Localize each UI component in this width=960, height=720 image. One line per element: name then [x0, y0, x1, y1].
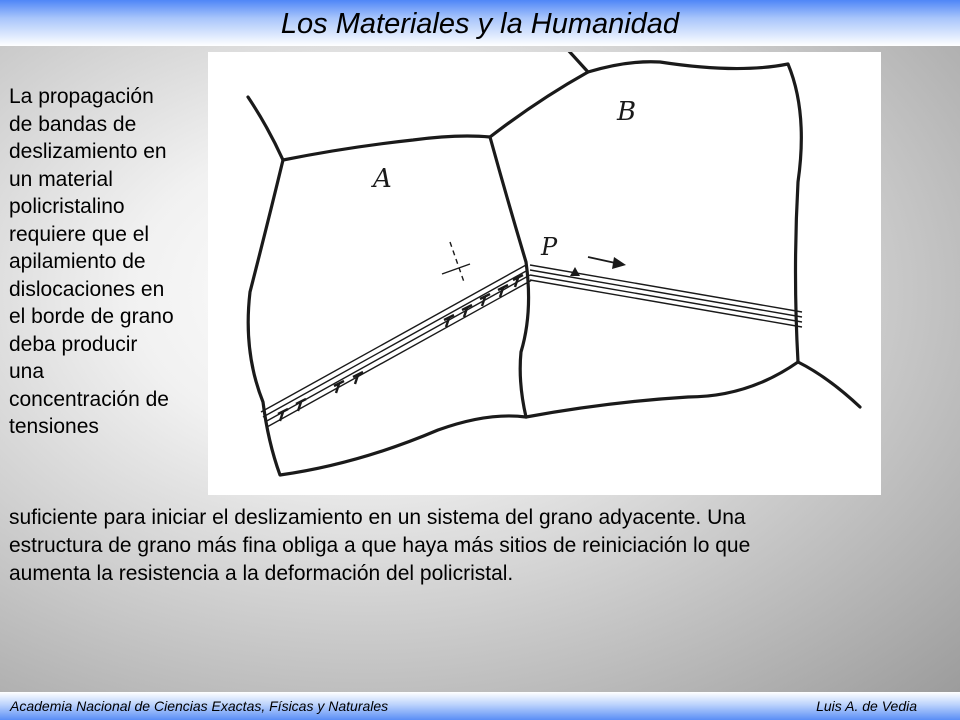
- slide-title: Los Materiales y la Humanidad: [280, 8, 680, 40]
- footer-author: Luis A. de Vedia: [816, 698, 917, 714]
- side-paragraph: La propagación de bandas de deslizamiento en un material policristalino requiere que el apilamiento de dislocaciones en el borde de grano deba producir una concentración de tensiones: [9, 85, 174, 438]
- body-paragraph: suficiente para iniciar el deslizamiento en un sistema del grano adyacente. Una estructura de grano más fina obliga a que haya más sitios de reiniciación lo que aumenta la resistencia a la deformación del policristal.: [9, 506, 751, 585]
- slip-band-b: [530, 265, 802, 327]
- point-p-label: P: [541, 233, 558, 261]
- grain-b-bottom-boundary: [526, 362, 798, 417]
- header-bar: [0, 0, 960, 46]
- boundary-ab: [490, 137, 529, 417]
- dislocation-pileup: [278, 275, 523, 421]
- grain-boundary-diagram: [208, 52, 881, 495]
- grain-b-label: B: [617, 97, 637, 127]
- slip-plane-tick: [442, 264, 470, 274]
- outer-boundary-left: [248, 97, 283, 160]
- grain-b-top-boundary: [490, 62, 801, 362]
- grain-a-top-boundary: [283, 136, 490, 160]
- grain-b-right-boundary: [798, 362, 860, 407]
- grain-a-label: A: [373, 164, 392, 194]
- footer-bar: [0, 692, 960, 720]
- arrow-head: [612, 257, 626, 269]
- outer-boundary-top: [568, 52, 588, 72]
- footer-institution: Academia Nacional de Ciencias Exactas, Físicas y Naturales: [10, 698, 389, 714]
- slip-plane-normal: [450, 242, 464, 282]
- grain-a-boundary: [248, 160, 526, 475]
